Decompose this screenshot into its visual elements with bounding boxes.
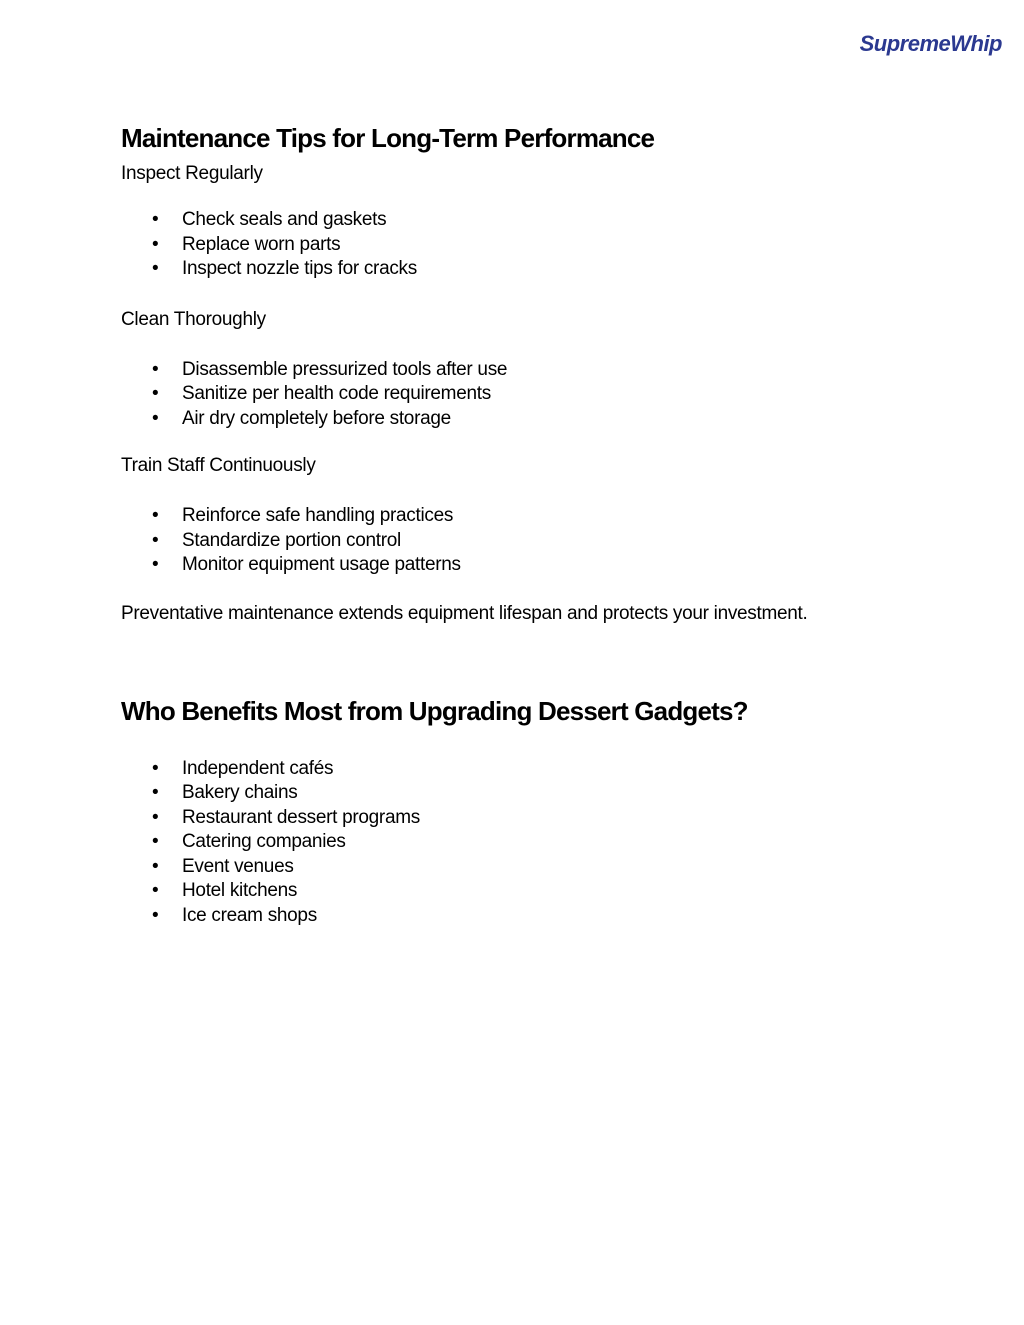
document-body [121,0,911,928]
list-item [152,781,911,806]
list-item-text: Independent cafés [182,757,334,779]
list-item-text: Bakery chains [182,782,298,803]
list-item [152,233,911,258]
list-item-text: Sanitize per health code requirements [182,383,491,404]
list-item-text: Reinforce safe handling practices [182,505,454,526]
list-item [152,830,911,855]
bullet-icon: • [152,383,159,404]
list-item [152,757,911,782]
subsection-label-train-staff: Train Staff Continuously [121,455,316,476]
bullet-icon: • [152,529,159,551]
list-item-text: Monitor equipment usage patterns [182,554,461,575]
bullet-icon: • [152,358,159,380]
brand-logo: SupremeWhip [859,31,1002,56]
list-item [152,407,911,432]
subsection-label-inspect-regularly: Inspect Regularly [121,163,263,184]
bullet-icon: • [152,258,159,279]
list-item [152,806,911,831]
list-item-text: Disassemble pressurized tools after use [182,358,508,380]
list-item-text: Event venues [182,855,294,877]
section-heading-benefits: Who Benefits Most from Upgrading Dessert Gadgets? [121,695,748,726]
list-item [152,904,911,929]
list-item [152,504,911,529]
list-item-text: Inspect nozzle tips for cracks [182,258,417,279]
bullet-icon: • [152,831,159,852]
bullet-icon: • [152,407,159,429]
list-item-text: Standardize portion control [182,529,401,551]
list-item-text: Ice cream shops [182,904,317,926]
benefits-list [152,757,911,929]
list-item-text: Hotel kitchens [182,880,298,901]
inspect-regularly-list [152,208,911,282]
list-item-text: Air dry completely before storage [182,407,451,429]
list-item [152,553,911,578]
list-item [152,879,911,904]
closing-note: Preventative maintenance extends equipment lifespan and protects your investment. [121,602,808,624]
train-staff-list [152,504,911,578]
list-item-text: Catering companies [182,831,346,852]
bullet-icon: • [152,209,159,230]
list-item [152,257,911,282]
bullet-icon: • [152,806,159,828]
list-item [152,208,911,233]
bullet-icon: • [152,757,159,779]
subsection-label-clean-thoroughly: Clean Thoroughly [121,308,266,330]
list-item [152,855,911,880]
bullet-icon: • [152,233,159,255]
bullet-icon: • [152,880,159,901]
list-item [152,382,911,407]
bullet-icon: • [152,505,159,526]
list-item-text: Check seals and gaskets [182,209,387,230]
list-item-text: Replace worn parts [182,233,341,255]
list-item [152,529,911,554]
list-item-text: Restaurant dessert programs [182,806,420,828]
list-item [152,358,911,383]
bullet-icon: • [152,855,159,877]
bullet-icon: • [152,904,159,926]
section-heading-maintenance: Maintenance Tips for Long-Term Performance [121,123,655,153]
bullet-icon: • [152,782,159,803]
bullet-icon: • [152,554,159,575]
clean-thoroughly-list [152,358,911,432]
